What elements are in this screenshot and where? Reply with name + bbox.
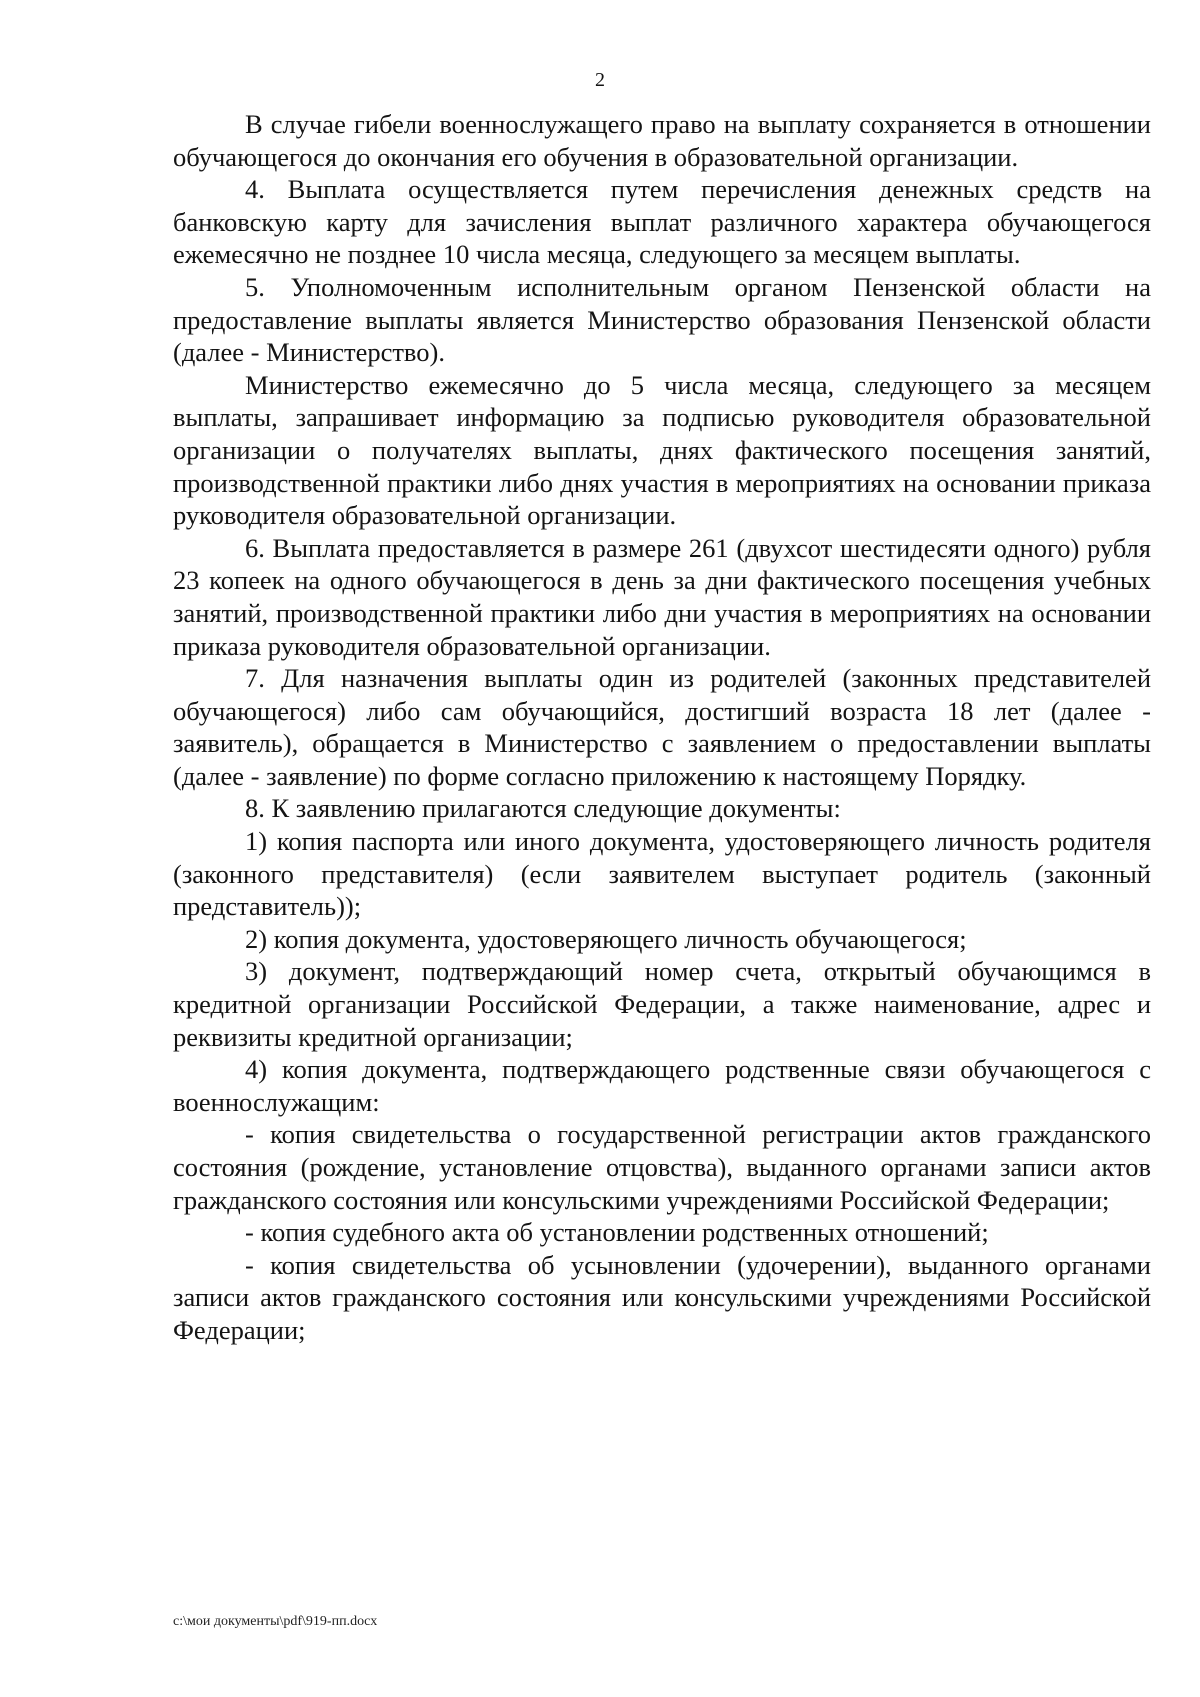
list-item-3: 3) документ, подтверждающий номер счета, открытый обучающимся в кредитной организации Российской Федерации, а также наименование, адрес и реквизиты кредитной организации; xyxy=(173,956,1151,1052)
list-item-1: 1) копия паспорта или иного документа, удостоверяющего личность родителя (законного представителя) (если заявителем выступает родитель (законный представитель)); xyxy=(173,826,1151,922)
paragraph-death-of-serviceman: В случае гибели военнослужащего право на выплату сохраняется в отношении обучающегося до окончания его обучения в образовательной организации. xyxy=(173,109,1151,172)
sub-item-court-act: - копия судебного акта об установлении родственных отношений; xyxy=(245,1217,989,1248)
footer-file-path: c:\мои документы\pdf\919-пп.docx xyxy=(173,1614,378,1629)
sub-item-adoption-certificate: - копия свидетельства об усыновлении (удочерении), выданного органами записи актов гражданского состояния или консульскими учреждениями Российской Федерации; xyxy=(173,1249,1151,1345)
paragraph-item-8: 8. К заявлению прилагаются следующие документы: xyxy=(245,793,841,824)
paragraph-item-7: 7. Для назначения выплаты один из родителей (законных представителей обучающегося) либо сам обучающийся, достигший возраста 18 лет (далее - заявитель), обращается в Министерство с заявлением о предоставлении выплаты (далее - заявление) по форме согласно приложению к настоящему Порядку. xyxy=(173,663,1151,791)
list-item-2: 2) копия документа, удостоверяющего личность обучающегося; xyxy=(245,923,967,954)
paragraph-item-6: 6. Выплата предоставляется в размере 261 (двухсот шестидесяти одного) рубля 23 копеек на одного обучающегося в день за дни фактического посещения учебных занятий, производственной практики либо дни участия в мероприятиях на основании приказа руководителя образовательной организации. xyxy=(173,532,1151,661)
paragraph-item-4: 4. Выплата осуществляется путем перечисления денежных средств на банковскую карту для зачисления выплат различного характера обучающегося ежемесячно не позднее 10 числа месяца, следующего за месяцем выплаты. xyxy=(173,174,1151,270)
sub-item-birth-certificate: - копия свидетельства о государственной регистрации актов гражданского состояния (рождение, установление отцовства), выданного органами записи актов гражданского состояния или консульскими учреждениями Российской Федерации; xyxy=(173,1119,1151,1215)
paragraph-ministry-monthly: Министерство ежемесячно до 5 числа месяца, следующего за месяцем выплаты, запрашивает информацию за подписью руководителя образовательной организации о получателях выплаты, днях фактического посещения занятий, производственной практики либо днях участия в мероприятиях на основании приказа руководителя образовательной организации. xyxy=(173,369,1151,531)
page-number: 2 xyxy=(595,69,605,91)
document-body xyxy=(173,108,1151,1347)
list-item-4: 4) копия документа, подтверждающего родственные связи обучающегося с военнослужащим: xyxy=(173,1054,1151,1117)
paragraph-item-5: 5. Уполномоченным исполнительным органом Пензенской области на предоставление выплаты является Министерство образования Пензенской области (далее - Министерство). xyxy=(173,271,1151,368)
